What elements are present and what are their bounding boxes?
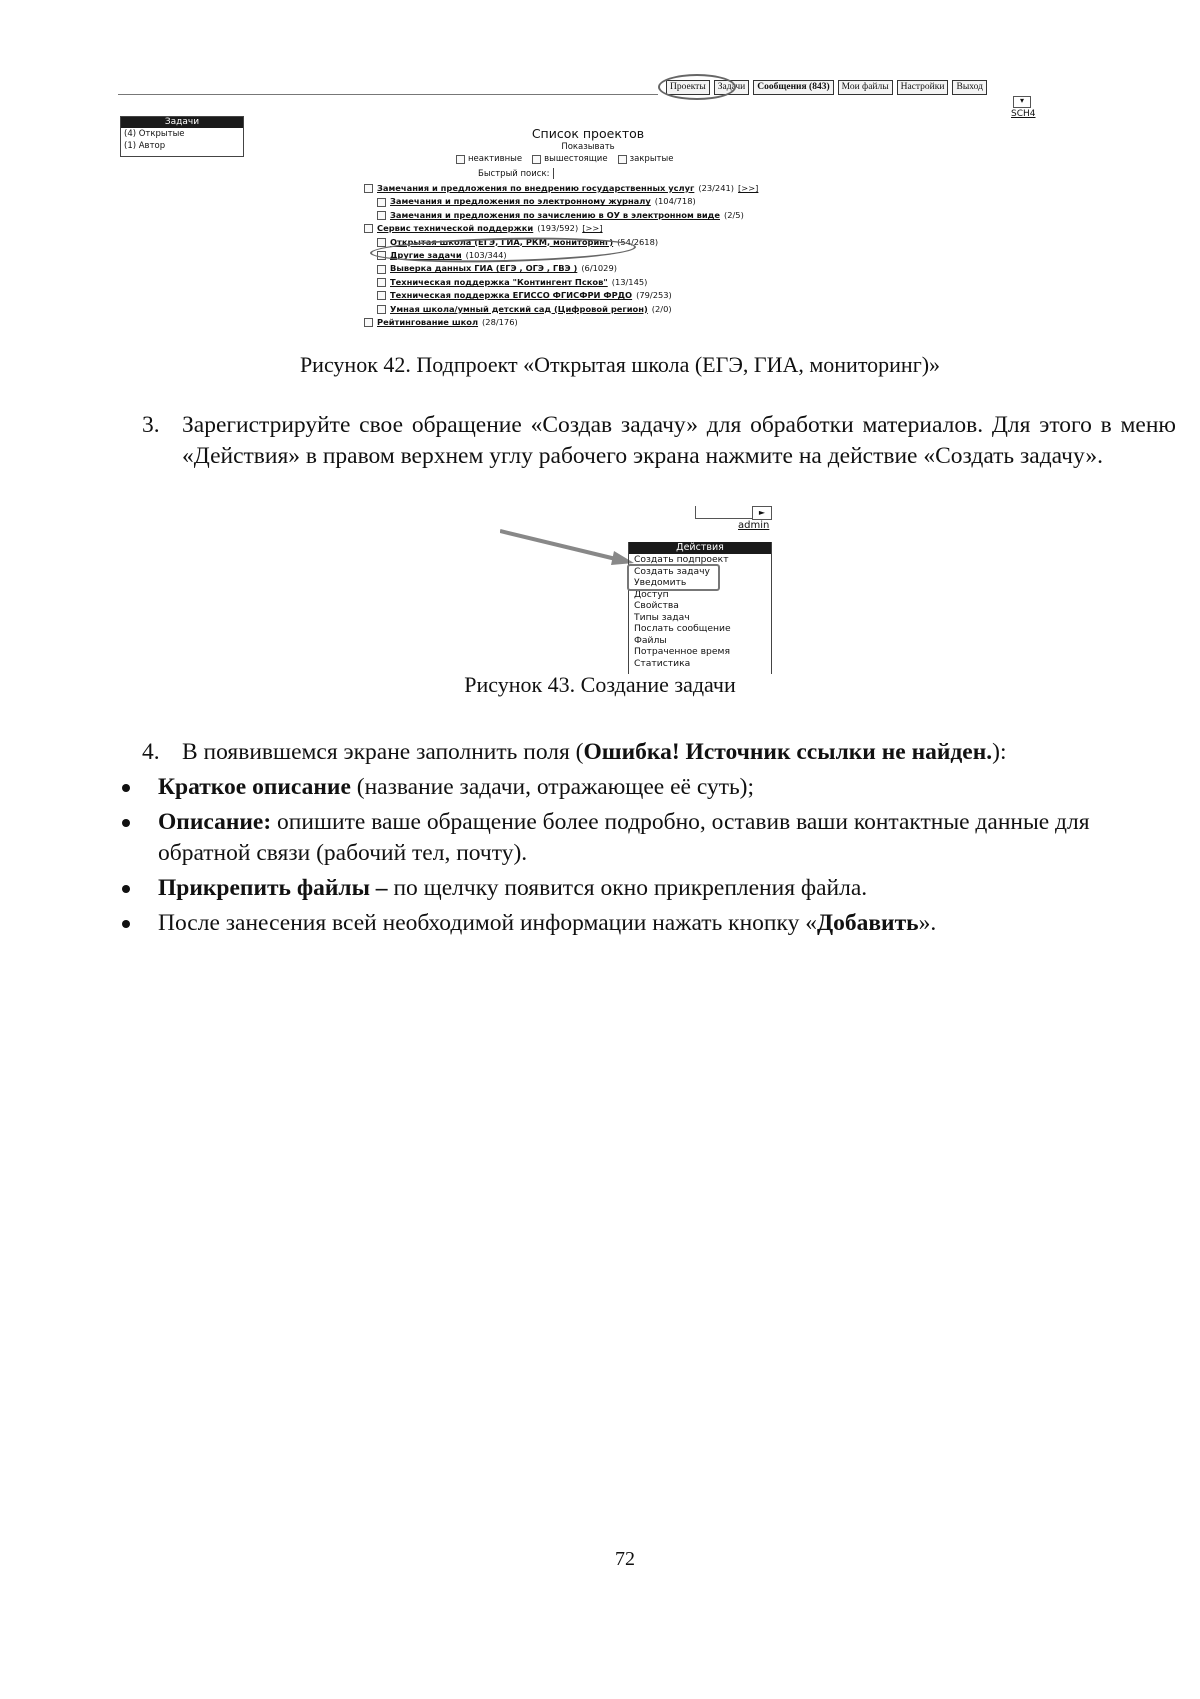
step-3-number: 3. [142,412,160,438]
project-checkbox[interactable] [377,278,386,287]
figure-42-caption: Рисунок 42. Подпроект «Открытая школа (ЕГЭ, ГИА, мониторинг)» [299,352,941,377]
step-4-error-ref: Ошибка! Источник ссылки не найден. [583,739,993,765]
actions-menu [628,542,772,674]
quick-search [478,168,554,179]
project-row [364,316,784,329]
project-count: (2/5) [724,209,744,220]
action-menu-item[interactable]: Послать сообщение [634,623,731,634]
project-count: (103/344) [465,249,507,260]
tasks-panel [120,116,244,157]
tasks-open-link[interactable]: (4) Открытые [124,129,185,139]
bullet-text: по щелчку появится окно прикрепления файла. [387,875,868,901]
project-checkbox[interactable] [364,224,373,233]
bullet-text: После занесения всей необходимой информации нажать кнопку « [158,910,817,936]
project-link[interactable]: Умная школа/умный детский сад (Цифровой регион) [390,303,648,314]
figure-42-screenshot [118,76,1048,344]
arrow-icon [500,529,640,569]
project-link[interactable]: Замечания и предложения по внедрению государственных услуг [377,183,695,193]
filter-closed-label: закрытые [629,154,674,164]
step-4-text-post: ): [992,739,1007,765]
project-checkbox[interactable] [377,305,386,314]
project-link[interactable]: Открытая школа (ЕГЭ, ГИА, РКМ, мониторинг) [390,236,614,247]
bullet-item [118,873,1178,904]
bullet-tail: ». [918,910,937,936]
filter-closed-checkbox[interactable] [618,155,627,164]
filter-row [456,154,673,164]
bullet-text: (название задачи, отражающее её суть); [350,774,755,800]
page-number: 72 [615,1548,635,1570]
show-label: Показывать [561,142,615,152]
admin-link[interactable]: admin [738,520,770,531]
bullet-item [118,772,1178,803]
step-4-number: 4. [142,739,160,765]
project-row [364,195,784,208]
project-count: (23/241) [698,183,735,193]
step-3 [142,410,1176,472]
project-row [364,276,784,289]
header-divider [118,94,658,95]
bullet-icon [122,885,130,893]
action-menu-item[interactable]: Статистика [634,657,691,669]
action-menu-item[interactable]: Свойства [634,600,679,611]
action-menu-item[interactable]: Создать задачу [634,565,710,577]
project-link[interactable]: Рейтингование школ [377,316,479,327]
project-link[interactable]: Техническая поддержка ЕГИССО ФГИСФРИ ФРДО [390,290,633,301]
search-input[interactable] [553,168,554,179]
project-link[interactable]: Сервис технической поддержки [377,223,534,234]
project-row [364,303,784,316]
bullet-icon [122,920,130,928]
project-list-title: Список проектов [531,126,645,141]
project-expand-link[interactable]: [>>] [582,223,603,234]
nav-settings-button[interactable]: Настройки [897,80,949,95]
project-checkbox[interactable] [377,211,386,220]
bullet-tail-bold: Добавить [816,910,919,936]
project-link[interactable]: Замечания и предложения по зачислению в ОУ в электронном виде [390,209,720,220]
tasks-panel-header: Задачи [121,117,243,128]
highlight-oval-projects [658,74,736,100]
project-row [364,289,784,302]
step-4-text-pre: В появившемся экране заполнить поля ( [182,739,584,765]
project-count: (6/1029) [581,263,617,274]
bullet-icon [122,784,130,792]
action-menu-item[interactable]: Типы задач [634,611,690,623]
bullet-bold-text: Прикрепить файлы – [158,875,388,901]
bullet-bold-text: Описание: [158,809,272,835]
quick-search-label: Быстрый поиск: [478,169,550,179]
project-count: (104/718) [654,196,696,207]
project-count: (79/253) [636,290,672,301]
step-4-text [182,737,1176,768]
nav-logout-button[interactable]: Выход [952,80,986,95]
project-row [364,262,784,275]
figure-43-screenshot [490,504,790,674]
filter-higher-checkbox[interactable] [532,155,541,164]
project-row [364,182,784,195]
nav-tasks-button[interactable]: Задачи [714,80,750,95]
project-checkbox[interactable] [377,238,386,247]
project-checkbox[interactable] [377,265,386,274]
bullet-list [118,772,1178,943]
project-checkbox[interactable] [377,291,386,300]
action-menu-item[interactable]: Доступ [634,588,669,600]
project-checkbox[interactable] [377,198,386,207]
sch-link[interactable]: SCH4 [1011,109,1036,119]
project-link[interactable]: Другие задачи [390,249,462,260]
action-menu-item[interactable]: Уведомить [634,577,687,588]
project-row [364,222,784,235]
project-count: (28/176) [482,316,518,327]
nav-my-files-button[interactable]: Мои файлы [838,80,893,95]
project-link[interactable]: Замечания и предложения по электронному журналу [390,196,651,207]
project-count: (2/0) [651,303,672,314]
project-expand-link[interactable]: [>>] [738,183,759,193]
action-menu-item[interactable]: Создать подпроект [634,554,729,565]
filter-inactive-checkbox[interactable] [456,155,465,164]
search-input[interactable] [695,506,753,519]
bullet-item [118,908,1178,939]
go-button[interactable]: ► [752,506,772,520]
project-row [364,209,784,222]
bullet-text: опишите ваше обращение более подробно, оставив ваши контактные данные для обратной связи (рабочий тел, почту). [158,809,1090,866]
highlight-create-task [627,564,720,591]
action-menu-item[interactable]: Потраченное время [634,646,730,657]
project-count: (13/145) [611,276,648,287]
project-count: (193/592) [537,223,579,234]
tasks-author-link[interactable]: (1) Автор [124,141,166,151]
nav-messages-button[interactable]: Сообщения (843) [753,80,833,95]
project-checkbox[interactable] [364,184,373,193]
step-4 [142,737,1176,768]
actions-menu-header: Действия [629,542,771,554]
nav-projects-button[interactable]: Проекты [666,80,710,95]
bullet-bold-text: Краткое описание [158,774,351,800]
filter-inactive-label: неактивные [468,154,523,164]
step-3-text: Зарегистрируйте свое обращение «Создав задачу» для обработки материалов. Для этого в меню «Действия» в правом верхнем углу рабочего экрана нажмите на действие «Создать задачу». [182,412,1176,469]
chevron-down-icon[interactable]: ▾ [1013,96,1031,108]
project-checkbox[interactable] [364,318,373,327]
bullet-item [118,807,1178,869]
project-link[interactable]: Выверка данных ГИА (ЕГЭ , ОГЭ , ГВЭ ) [390,263,578,274]
filter-higher-label: вышестоящие [544,154,608,164]
project-link[interactable]: Техническая поддержка "Контингент Псков" [390,276,608,287]
project-count: (54/2618) [617,236,659,247]
bullet-icon [122,819,130,827]
action-menu-item[interactable]: Файлы [634,634,667,646]
figure-43-caption: Рисунок 43. Создание задачи [464,672,736,697]
